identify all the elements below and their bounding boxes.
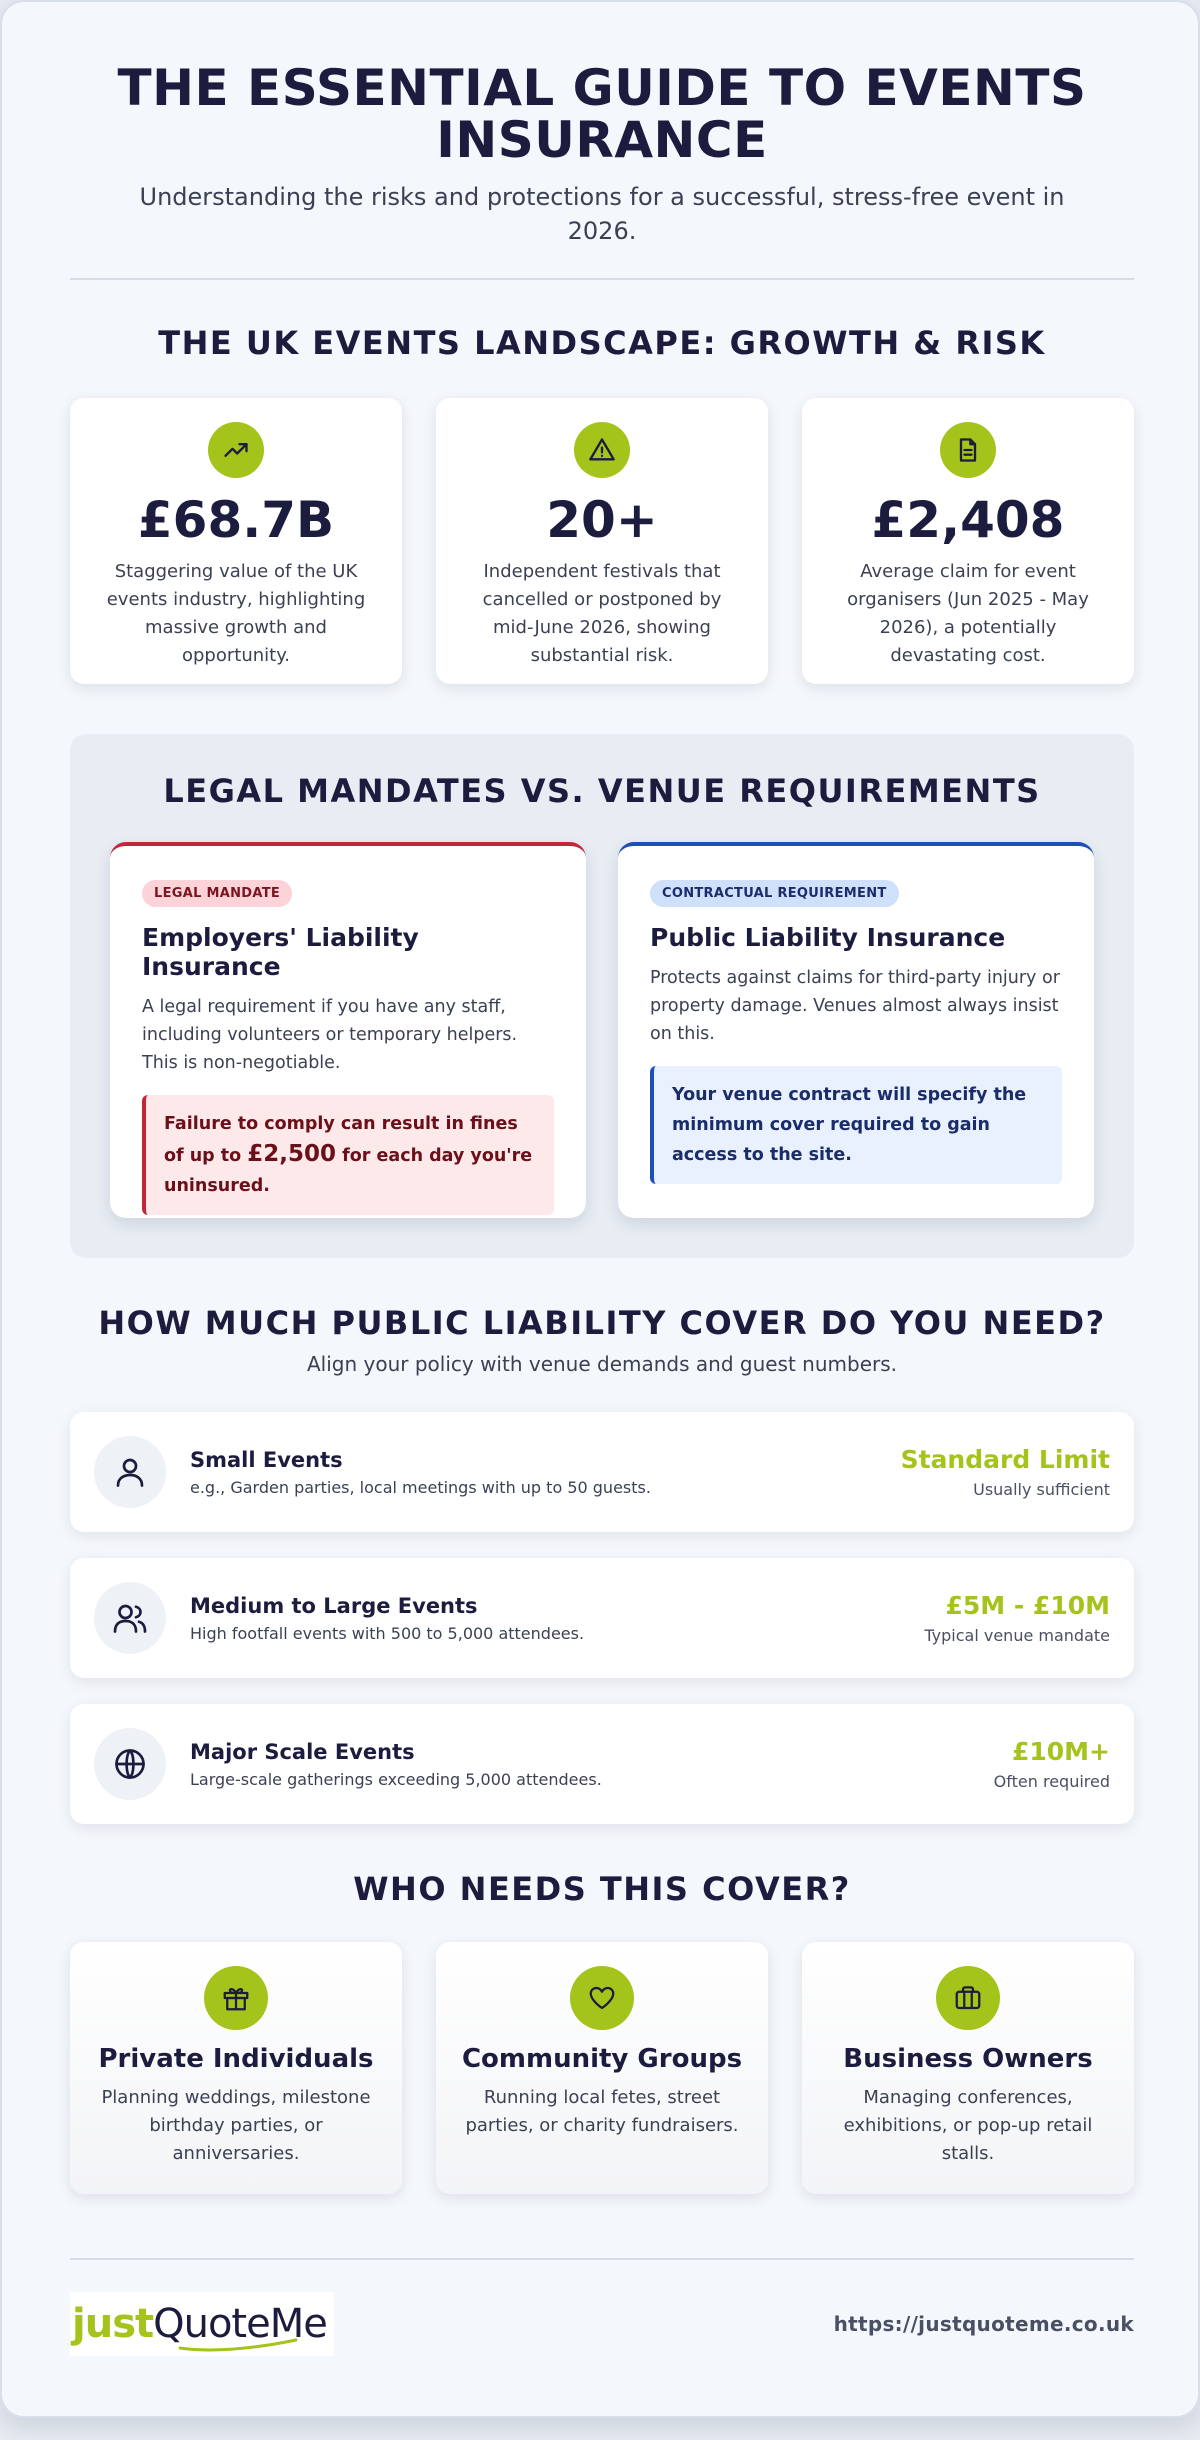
who-cards-row: [70, 1942, 1134, 2194]
who-card-business-owners: [802, 1942, 1134, 2194]
tier-small-events: [70, 1412, 1134, 1532]
tier-description: e.g., Garden parties, local meetings with up to 50 guests.: [190, 1477, 651, 1497]
document-icon: [940, 422, 996, 478]
tier-name: Medium to Large Events: [190, 1593, 478, 1618]
cover-section-subtitle: Align your policy with venue demands and guest numbers.: [306, 1352, 898, 1376]
stats-row: [70, 398, 1134, 684]
who-card-community-groups: [436, 1942, 768, 2194]
tier-note: Usually sufficient: [973, 1480, 1110, 1499]
trending-up-icon: [208, 422, 264, 478]
card-text: Protects against claims for third-party injury or property damage. Venues almost always insist on this.: [650, 968, 1060, 1044]
divider: [70, 278, 1134, 280]
cover-section-title: HOW MUCH PUBLIC LIABILITY COVER DO YOU NEED?: [98, 1304, 1106, 1342]
fine-warning-callout: [142, 1095, 554, 1215]
warning-triangle-icon: [574, 422, 630, 478]
logo-just-text: just: [72, 2301, 154, 2347]
divider: [70, 2258, 1134, 2260]
landscape-section-title: THE UK EVENTS LANDSCAPE: GROWTH & RISK: [158, 324, 1046, 362]
who-card-title: Business Owners: [843, 2044, 1093, 2074]
card-title: Employers' Liability Insurance: [142, 923, 419, 981]
stat-description: Staggering value of the UK events industry, highlighting massive growth and opportunity.: [106, 561, 366, 666]
stat-card-industry-value: [70, 398, 402, 684]
stat-value: 20+: [546, 491, 658, 549]
who-card-description: Planning weddings, milestone birthday parties, or anniversaries.: [101, 2087, 371, 2164]
who-card-description: Managing conferences, exhibitions, or pop-up retail stalls.: [843, 2087, 1093, 2164]
stat-value: £68.7B: [137, 491, 335, 549]
user-icon: [94, 1436, 166, 1508]
public-liability-card: [618, 842, 1094, 1218]
tier-name: Major Scale Events: [190, 1739, 415, 1764]
tier-limit: Standard Limit: [900, 1445, 1110, 1474]
tier-note: Often required: [993, 1772, 1110, 1791]
globe-icon: [94, 1728, 166, 1800]
legal-section-title: LEGAL MANDATES VS. VENUE REQUIREMENTS: [163, 772, 1041, 810]
employers-liability-card: [110, 842, 586, 1218]
page-subtitle: Understanding the risks and protections for a successful, stress-free event in 2026.: [139, 183, 1065, 245]
who-card-private-individuals: [70, 1942, 402, 2194]
who-section-title: WHO NEEDS THIS COVER?: [353, 1870, 851, 1908]
users-icon: [94, 1582, 166, 1654]
tier-description: High footfall events with 500 to 5,000 attendees.: [190, 1623, 585, 1643]
tier-description: Large-scale gatherings exceeding 5,000 attendees.: [190, 1769, 602, 1789]
logo-swoosh-icon: [178, 2338, 298, 2352]
gift-icon: [204, 1966, 268, 2030]
stat-card-festivals: [436, 398, 768, 684]
card-text: A legal requirement if you have any staff, including volunteers or temporary helpers. This is non-negotiable.: [142, 997, 518, 1073]
heart-icon: [570, 1966, 634, 2030]
legal-mandate-badge: LEGAL MANDATE: [142, 880, 292, 907]
card-title: Public Liability Insurance: [650, 923, 1006, 952]
tier-limit: £5M - £10M: [945, 1591, 1110, 1620]
tier-major-scale-events: [70, 1704, 1134, 1824]
footer: [70, 2292, 1134, 2356]
fine-amount: £2,500: [247, 1141, 337, 1167]
venue-contract-callout: Your venue contract will specify the minimum cover required to gain access to the site.: [650, 1066, 1062, 1184]
tier-limit: £10M+: [1011, 1737, 1110, 1766]
callout-text: Failure to comply can result in fines of up to: [164, 1114, 518, 1166]
tier-name: Small Events: [190, 1447, 343, 1472]
website-link[interactable]: https://justquoteme.co.uk: [833, 2312, 1134, 2336]
stat-description: Independent festivals that cancelled or postponed by mid-June 2026, showing substantial risk.: [482, 561, 722, 666]
tier-note: Typical venue mandate: [924, 1626, 1110, 1645]
legal-section: [70, 734, 1134, 1258]
page-title: THE ESSENTIAL GUIDE TO EVENTS INSURANCE: [117, 59, 1087, 169]
tier-medium-large-events: [70, 1558, 1134, 1678]
who-card-title: Private Individuals: [98, 2044, 374, 2074]
contractual-requirement-badge: CONTRACTUAL REQUIREMENT: [650, 880, 899, 907]
callout-text-end: for each day you're uninsured.: [164, 1146, 533, 1196]
who-card-title: Community Groups: [461, 2044, 743, 2074]
who-card-description: Running local fetes, street parties, or charity fundraisers.: [465, 2087, 739, 2136]
stat-description: Average claim for event organisers (Jun 2025 - May 2026), a potentially devastating cost.: [847, 561, 1089, 666]
stat-value: £2,408: [871, 491, 1065, 549]
briefcase-icon: [936, 1966, 1000, 2030]
logo-quoteme-text: QuoteMe: [153, 2301, 327, 2347]
stat-card-average-claim: [802, 398, 1134, 684]
justquoteme-logo[interactable]: [70, 2292, 334, 2356]
